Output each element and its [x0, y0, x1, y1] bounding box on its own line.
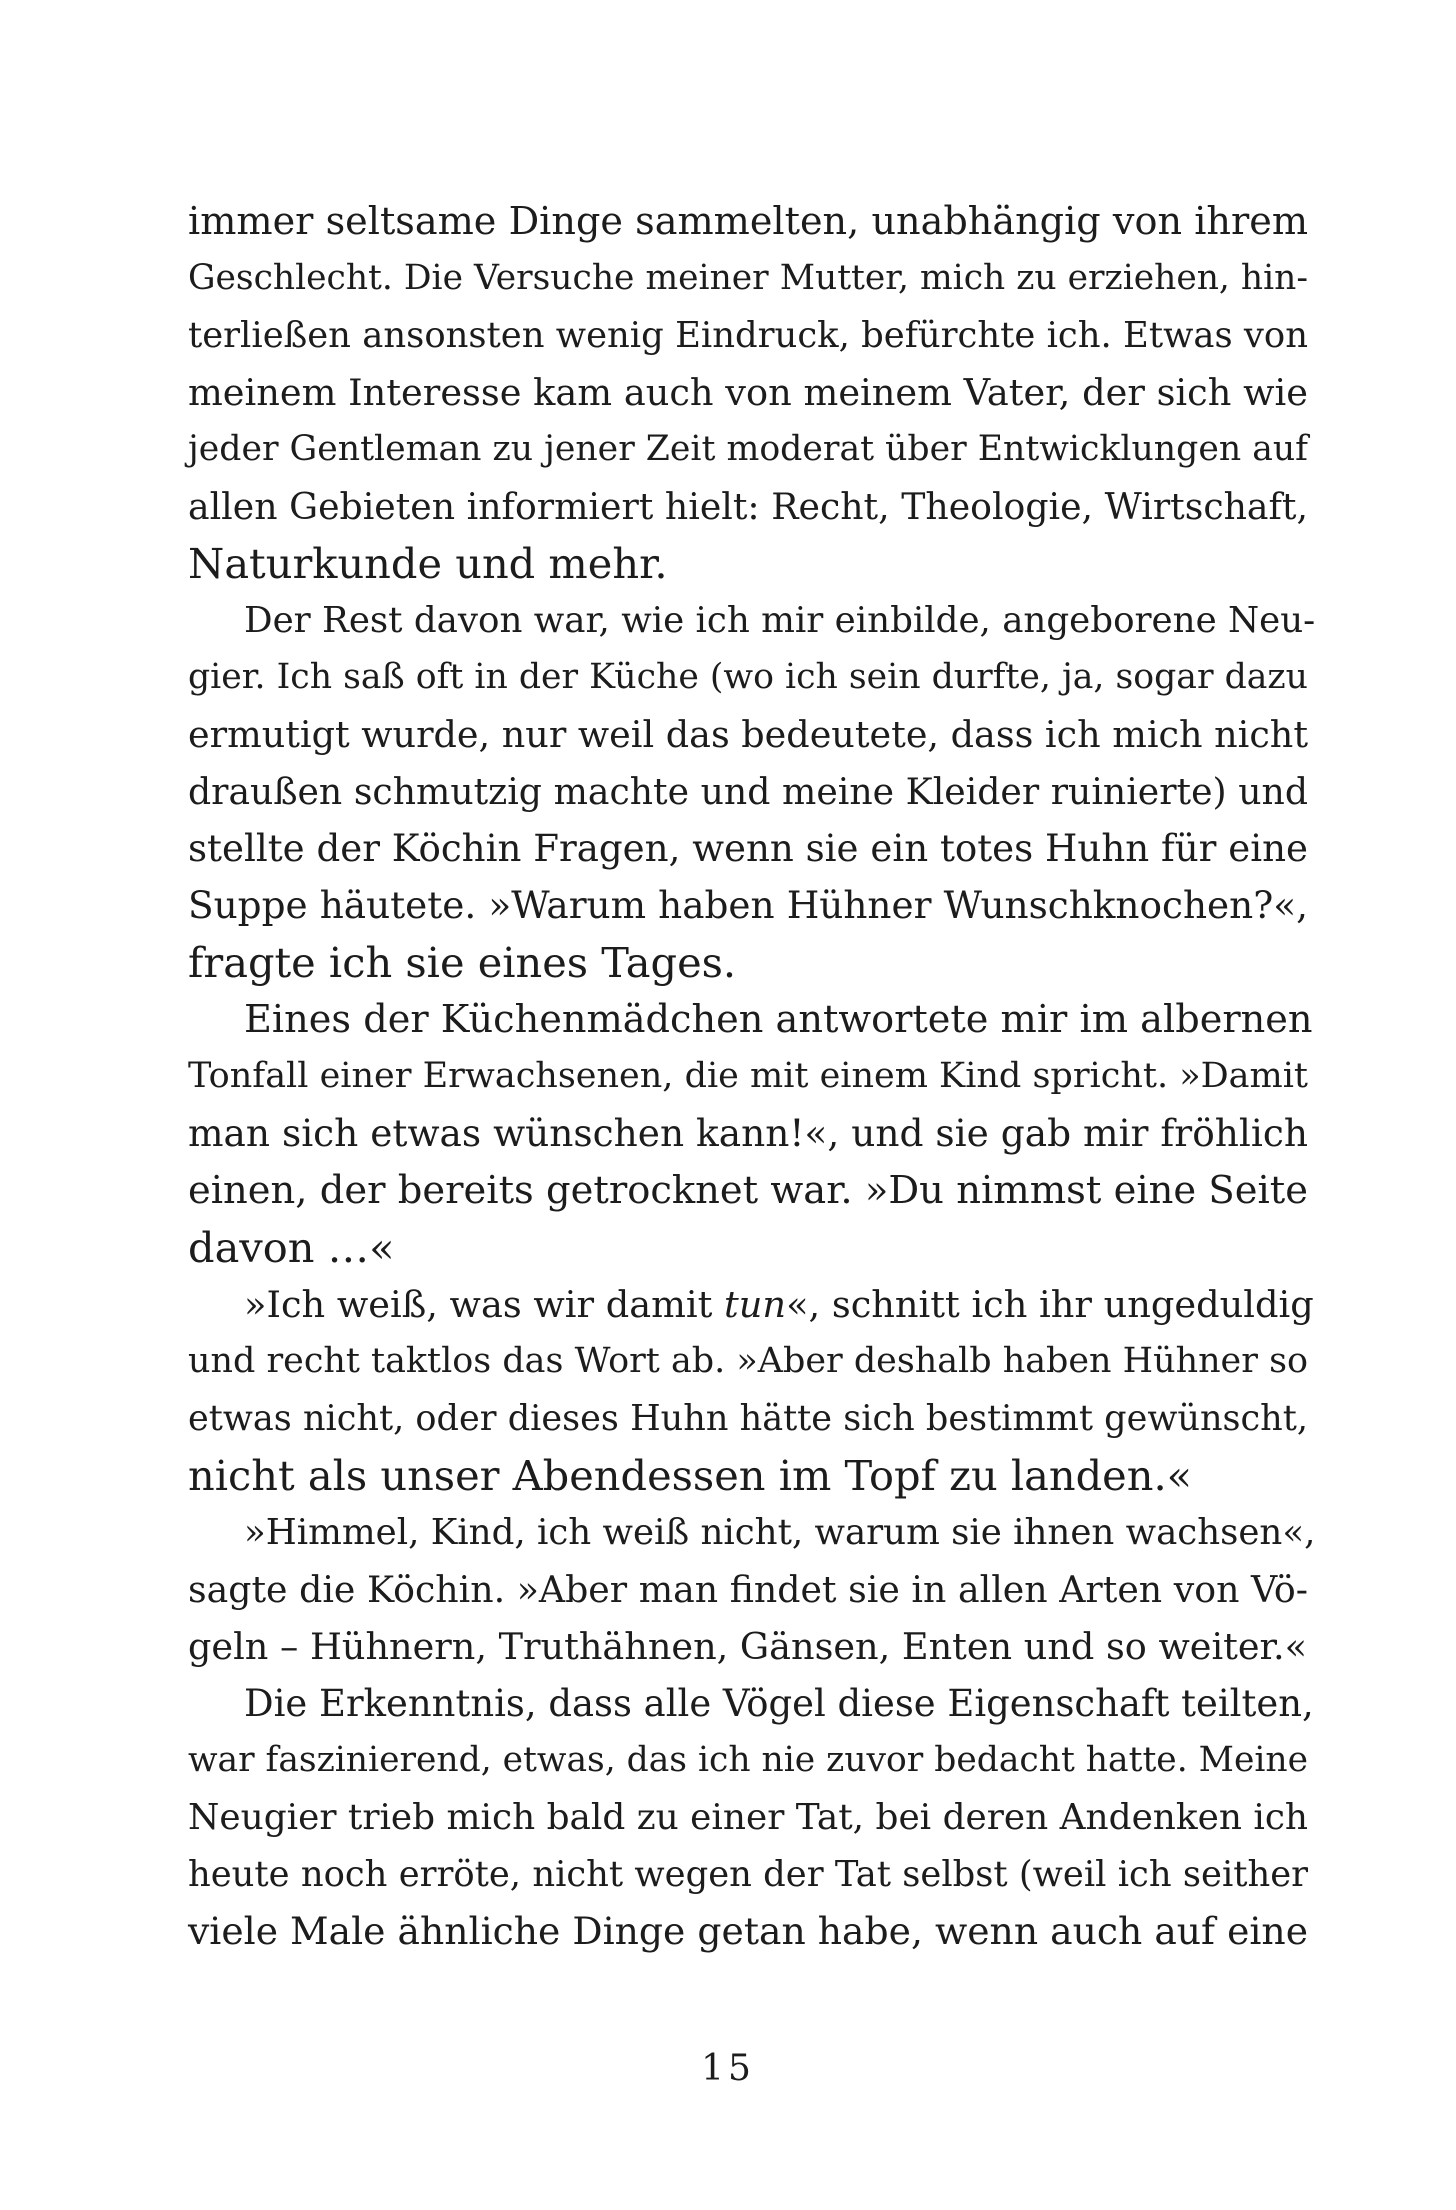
- text-line: jeder Gentleman zu jener Zeit moderat über Entwicklungen auf: [188, 429, 1308, 469]
- body-text: [188, 193, 1316, 1960]
- text-line: Suppe häutete. »Warum haben Hühner Wunschknochen?«,: [188, 883, 1308, 927]
- text-line: etwas nicht, oder dieses Huhn hätte sich bestimmt gewünscht,: [188, 1398, 1308, 1439]
- text-line: meinem Interesse kam auch von meinem Vater, der sich wie: [188, 371, 1308, 414]
- text-line: allen Gebieten informiert hielt: Recht, Theologie, Wirtschaft,: [188, 485, 1308, 528]
- text-line: und recht taktlos das Wort ab. »Aber deshalb haben Hühner so: [188, 1341, 1308, 1381]
- text-line: war faszinierend, etwas, das ich nie zuvor bedacht hatte. Meine: [188, 1740, 1309, 1780]
- text-line: man sich etwas wünschen kann!«, und sie gab mir fröhlich: [188, 1111, 1308, 1155]
- text-line: Geschlecht. Die Versuche meiner Mutter, mich zu erziehen, hin-: [188, 258, 1308, 298]
- text-line: gier. Ich saß oft in der Küche (wo ich sein durfte, ja, sogar dazu: [188, 657, 1308, 697]
- text-line: nicht als unser Abendessen im Topf zu landen.«: [188, 1451, 1193, 1500]
- text-segment: «, schnitt ich ihr ungeduldig: [786, 1283, 1314, 1326]
- text-line: fragte ich sie eines Tages.: [188, 938, 737, 987]
- text-line: draußen schmutzig machte und meine Kleider ruinierte) und: [188, 770, 1308, 813]
- text-line: Der Rest davon war, wie ich mir einbilde, angeborene Neu-: [244, 600, 1316, 641]
- text-line: Neugier trieb mich bald zu einer Tat, bei deren Andenken ich: [188, 1797, 1308, 1838]
- page-number: 15: [701, 2048, 755, 2089]
- text-line: davon …«: [188, 1223, 395, 1272]
- text-segment: »Ich weiß, was wir damit: [244, 1283, 725, 1326]
- italic-word: tun: [724, 1283, 787, 1326]
- text-line: Tonfall einer Erwachsenen, die mit einem Kind spricht. »Damit: [188, 1056, 1308, 1096]
- text-line: viele Male ähnliche Dinge getan habe, wenn auch auf eine: [188, 1909, 1308, 1953]
- text-line: ermutigt wurde, nur weil das bedeutete, dass ich mich nicht: [188, 713, 1309, 756]
- text-line: sagte die Köchin. »Aber man findet sie in allen Arten von Vö-: [188, 1568, 1308, 1611]
- text-line: [188, 1276, 1314, 1333]
- text-line: Naturkunde und mehr.: [188, 539, 668, 588]
- text-line: Eines der Küchenmädchen antwortete mir im albernen: [244, 997, 1313, 1042]
- text-line: heute noch erröte, nicht wegen der Tat selbst (weil ich seither: [188, 1854, 1308, 1895]
- text-line: einen, der bereits getrocknet war. »Du nimmst eine Seite: [188, 1168, 1308, 1213]
- text-line: terließen ansonsten wenig Eindruck, befürchte ich. Etwas von: [188, 315, 1308, 356]
- text-line: geln – Hühnern, Truthähnen, Gänsen, Enten und so weiter.«: [188, 1625, 1308, 1668]
- text-line: stellte der Köchin Fragen, wenn sie ein totes Huhn für eine: [188, 827, 1308, 870]
- text-line: Die Erkenntnis, dass alle Vögel diese Eigenschaft teilten,: [244, 1682, 1314, 1725]
- text-line: »Himmel, Kind, ich weiß nicht, warum sie ihnen wachsen«,: [244, 1512, 1316, 1553]
- text-line: immer seltsame Dinge sammelten, unabhängig von ihrem: [188, 199, 1308, 243]
